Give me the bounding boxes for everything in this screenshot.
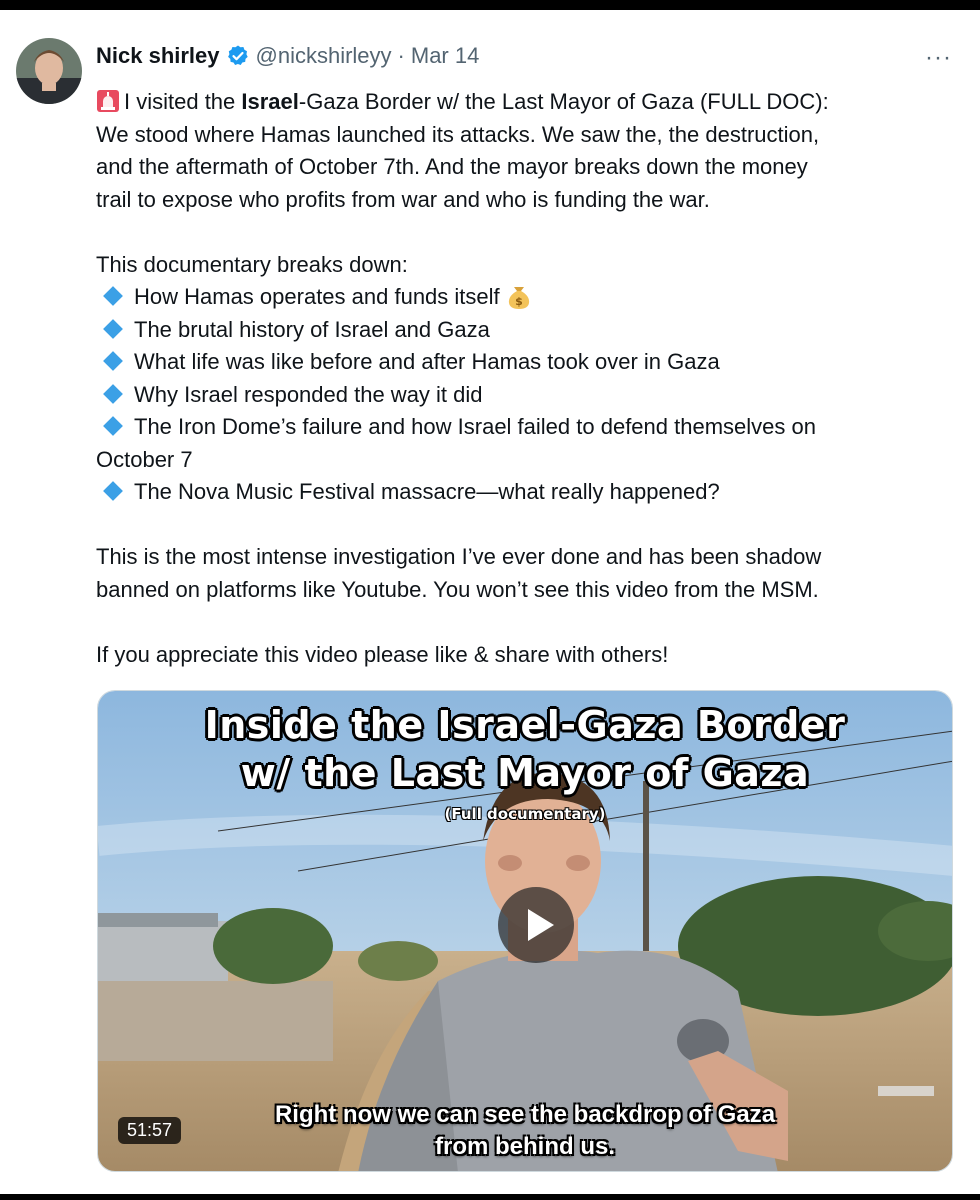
separator-dot: · — [397, 43, 405, 68]
intro-suffix: -Gaza Border w/ the Last Mayor of Gaza (FULL DOC): — [298, 89, 829, 114]
intro-line: We stood where Hamas launched its attacks. We saw the, the destruction, — [96, 121, 820, 147]
list-heading: This documentary breaks down: — [96, 251, 408, 277]
video-title-line-1: Inside the Israel-Gaza Border — [204, 703, 846, 747]
call-to-action: If you appreciate this video please like & share with others! — [96, 641, 669, 667]
video-caption-line-2: from behind us. — [435, 1133, 615, 1160]
bullet-item — [96, 314, 956, 347]
tweet-date[interactable]: Mar 14 — [410, 43, 480, 68]
avatar[interactable] — [16, 38, 82, 104]
video-caption-line-1: Right now we can see the backdrop of Gaza — [274, 1101, 776, 1128]
video-duration-badge: 51:57 — [118, 1117, 181, 1144]
author-name[interactable]: Nick shirley — [96, 43, 220, 68]
blue-diamond-icon — [103, 319, 123, 339]
blue-diamond-icon — [103, 351, 123, 371]
verified-badge-icon — [226, 44, 250, 68]
tweet-text — [96, 86, 956, 671]
bullet-text: The brutal history of Israel and Gaza — [134, 316, 490, 342]
bullet-text: Why Israel responded the way it did — [134, 381, 483, 407]
bullet-item — [96, 476, 956, 509]
blue-diamond-icon — [103, 416, 123, 436]
author-handle[interactable]: @nickshirleyy — [255, 43, 392, 68]
intro-bold-word: Israel — [241, 89, 299, 114]
intro-prefix: I visited the — [124, 89, 242, 114]
siren-emoji-icon — [96, 89, 120, 113]
video-subtitle: (Full documentary) — [444, 805, 606, 823]
intro-line: and the aftermath of October 7th. And the mayor breaks down the money — [96, 154, 808, 179]
bullet-item — [96, 281, 956, 314]
tweet-header — [96, 40, 479, 72]
more-options-icon[interactable]: ··· — [925, 44, 952, 71]
bullet-text: What life was like before and after Hamas took over in Gaza — [134, 349, 720, 374]
video-title-line-2: w/ the Last Mayor of Gaza — [240, 751, 810, 795]
blue-diamond-icon — [103, 384, 123, 404]
closing-line: This is the most intense investigation I’ve ever done and has been shadow — [96, 544, 822, 569]
bullet-item — [96, 379, 956, 412]
video-thumbnail[interactable] — [97, 690, 953, 1172]
closing-line: banned on platforms like Youtube. You won’t see this video from the MSM. — [96, 576, 819, 602]
tweet-card — [0, 10, 980, 1194]
play-icon[interactable] — [498, 887, 574, 963]
intro-line: trail to expose who profits from war and who is funding the war. — [96, 186, 710, 212]
bullet-text: How Hamas operates and funds itself — [134, 284, 500, 309]
money-bag-emoji-icon — [506, 282, 532, 310]
bullet-text: The Iron Dome’s failure and how Israel failed to defend themselves on — [134, 414, 816, 439]
blue-diamond-icon — [103, 286, 123, 306]
bullet-item — [96, 411, 956, 444]
bullet-continuation: October 7 — [96, 446, 193, 472]
bullet-item — [96, 346, 956, 379]
intro-first-line — [96, 86, 956, 119]
blue-diamond-icon — [103, 481, 123, 501]
svg-text:$: $ — [514, 295, 523, 308]
bullet-text: The Nova Music Festival massacre—what really happened? — [134, 479, 720, 504]
